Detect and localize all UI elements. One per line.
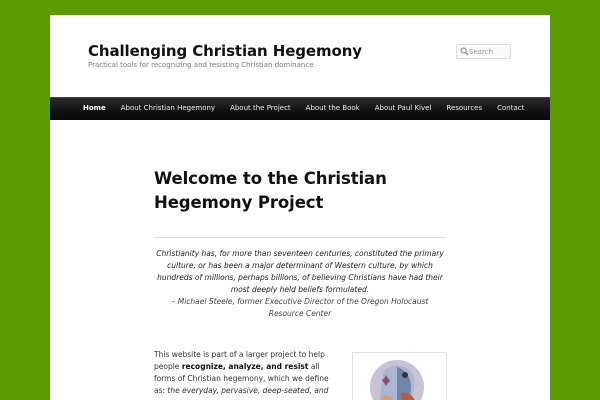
nav-item-resources[interactable]: Resources xyxy=(446,104,483,112)
intro-paragraph xyxy=(154,349,337,397)
illustration-artwork xyxy=(353,353,446,400)
intro-text-start: This website is part of a larger project to help people xyxy=(154,350,325,371)
site-description: Practical tools for recognizing and resisting Christian dominance xyxy=(88,61,314,69)
page-title: Welcome to the Christian Hegemony Project xyxy=(154,169,387,212)
content-area xyxy=(50,15,550,400)
site-title[interactable]: Challenging Christian Hegemony xyxy=(88,42,362,60)
nav-item-about-paul-kivel[interactable]: About Paul Kivel xyxy=(374,104,432,112)
nav-item-about-the-project[interactable]: About the Project xyxy=(230,104,291,112)
nav-item-home[interactable]: Home xyxy=(83,104,106,112)
intro-quote xyxy=(154,248,446,320)
illustration-image xyxy=(352,352,447,400)
intro-text-bold: recognize, analyze, and resist xyxy=(181,362,309,371)
quote-text: Christianity has, for more than seventeen centuries, constituted the primary culture, or has been a major determinant of Western culture, by which hundreds of millions, perhaps billions, of believing Christians have had their most deeply held beliefs formulated. xyxy=(156,249,444,294)
entry-header xyxy=(154,167,446,215)
nav-item-about-christian-hegemony[interactable]: About Christian Hegemony xyxy=(120,104,216,112)
intro-text-italic: the everyday, pervasive, deep-seated, and xyxy=(167,386,329,395)
nav-item-about-the-book[interactable]: About the Book xyxy=(305,104,360,112)
divider xyxy=(154,237,446,238)
intro-text-middle: all forms of Christian hegemony, which we define as: xyxy=(154,362,329,395)
nav-item-contact[interactable]: Contact xyxy=(497,104,525,112)
quote-attribution: – Michael Steele, former Executive Director of the Oregon Holocaust Resource Center xyxy=(171,297,429,318)
